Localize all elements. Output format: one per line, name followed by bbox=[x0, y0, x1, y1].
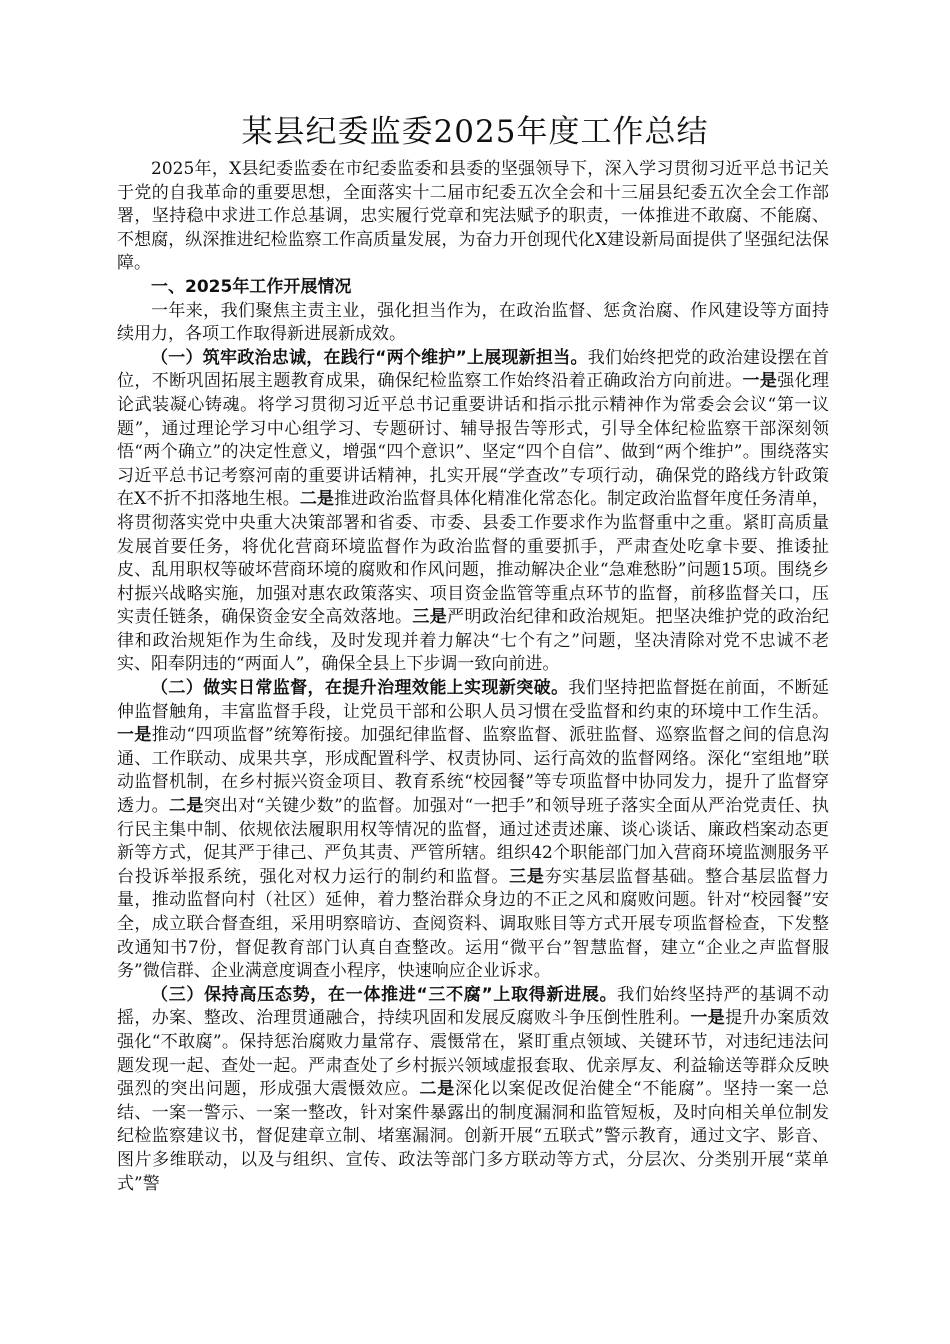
part-3-lead: 我们始终坚持严的基调不动摇，办案、整改、治理贯通融合，持续巩固和发展反腐败斗争压倒性胜利。 bbox=[117, 984, 829, 1029]
part-1-marker-3: 三是 bbox=[412, 607, 448, 628]
document-title: 某县纪委监委2025年度工作总结 bbox=[241, 114, 709, 150]
part-2-lead: 我们坚持把监督挺在前面，不断延伸监督触角，丰富监督手段，让党员干部和公职人员习惯在受监督和约束的环境中工作生活。 bbox=[117, 678, 830, 722]
part-2-marker-1: 一是 bbox=[117, 725, 152, 746]
document-body bbox=[117, 158, 829, 1196]
part-1-heading: （一）筑牢政治忠诚，在践行“两个维护”上展现新担当。 bbox=[151, 347, 588, 368]
part-1-text-1: 强化理论武装凝心铸魂。将学习贯彻习近平总书记重要讲话和指示批示精神作为常委会会议“第一议题”，通过理论学习中心组学习、专题研讨、辅导报告等形式，引导全体纪检监察干部深刻领悟“两个确立”的决定性意义，增强“四个意识”、坚定“四个自信”、做到“两个维护”。围绕落实习近平总书记考察河南的重要讲话精神，扎实开展“学查改”专项行动，确保党的路线方针政策在X不折不扣落地生根。 bbox=[117, 371, 829, 510]
part-1-marker-1: 一是 bbox=[742, 371, 778, 392]
part-3-marker-2: 二是 bbox=[419, 1079, 456, 1100]
section-intro-paragraph: 一年来，我们聚焦主责主业，强化担当作为，在政治监督、惩贪治腐、作风建设等方面持续用力，各项工作取得新进展新成效。 bbox=[117, 300, 829, 345]
part-1-marker-2: 二是 bbox=[299, 489, 335, 510]
part-1-text-2: 推进政治监督具体化精准化常态化。制定政治监督年度任务清单，将贯彻落实党中央重大决策部署和省委、市委、县委工作要求作为监督重中之重。紧盯高质量发展首要任务，将优化营商环境监督作为政治监督的重要抓手，严肃查处吃拿卡要、推诿扯皮、乱用职权等破坏营商环境的腐败和作风问题，推动解决企业“急难愁盼”问题15项。围绕乡村振兴战略实施，加强对惠农政策落实、项目资金监管等重点环节的监督，前移监督关口，压实责任链条，确保资金安全高效落地。 bbox=[117, 489, 830, 628]
part-3-text-1: 提升办案质效强化“不敢腐”。保持惩治腐败力量常存、震慑常在，紧盯重点领域、关键环节，对违纪违法问题发现一起、查处一起。严肃查处了乡村振兴领域虚报套取、优亲厚友、利益输送等群众反映强烈的突出问题，形成强大震慑效应。 bbox=[117, 1008, 829, 1100]
part-1-text-3: 严明政治纪律和政治规矩。把坚决维护党的政治纪律和政治规矩作为生命线，及时发现并着力解决“七个有之”问题，坚决清除对党不忠诚不老实、阳奉阴违的“两面人”，确保全县上下步调一致向前进。 bbox=[117, 607, 829, 675]
part-2-marker-3: 三是 bbox=[509, 866, 545, 887]
part-2-paragraph bbox=[117, 677, 829, 984]
part-1-lead: 我们始终把党的政治建设摆在首位，不断巩固拓展主题教育成果，确保纪检监察工作始终沿着正确政治方向前进。 bbox=[117, 347, 829, 392]
part-2-text-2: 突出对“关键少数”的监督。加强对“一把手”和领导班子落实全面从严治党责任、执行民主集中制、依规依法履职用权等情况的监督，通过述责述廉、谈心谈话、廉政档案动态更新等方式，促其严于律己、严负其责、严管所辖。组织42个职能部门加入营商环境监测服务平台投诉举报系统，强化对权力运行的制约和监督。 bbox=[117, 796, 830, 887]
part-2-text-1: 推动“四项监督”统筹衔接。加强纪律监督、监察监督、派驻监督、巡察监督之间的信息沟通、工作联动、成果共享，形成配置科学、权责协同、运行高效的监督网络。深化“室组地”联动监督机制，在乡村振兴资金项目、教育系统“校园餐”等专项监督中协同发力，提升了监督穿透力。 bbox=[117, 725, 829, 817]
part-3-text-2: 深化以案促改促治健全“不能腐”。坚持一案一总结、一案一警示、一案一整改，针对案件暴露出的制度漏洞和监管短板，及时向相关单位制发纪检监察建议书，督促建章立制、堵塞漏洞。创新开展“五联式”警示教育，通过文字、影音、图片多维联动，以及与组织、宣传、政法等部门多方联动等方式，分层次、分类别开展“菜单式”警 bbox=[117, 1079, 830, 1194]
part-3-marker-1: 一是 bbox=[690, 1008, 726, 1029]
intro-paragraph: 2025年，X县纪委监委在市纪委监委和县委的坚强领导下，深入学习贯彻习近平总书记关于党的自我革命的重要思想，全面落实十二届市纪委五次全会和十三届县纪委五次全会工作部署，坚持稳中求进工作总基调，忠实履行党章和宪法赋予的职责，一体推进不敢腐、不能腐、不想腐，纵深推进纪检监察工作高质量发展，为奋力开创现代化X建设新局面提供了坚强纪法保障。 bbox=[117, 159, 829, 274]
part-2-marker-2: 二是 bbox=[169, 796, 204, 817]
part-1-paragraph bbox=[117, 347, 829, 677]
part-3-paragraph bbox=[117, 984, 829, 1196]
part-3-heading: （三）保持高压态势，在一体推进“三不腐”上取得新进展。 bbox=[151, 984, 618, 1005]
section-heading: 一、2025年工作开展情况 bbox=[151, 276, 352, 297]
part-2-text-3: 夯实基层监督基础。整合基层监督力量，推动监督向村（社区）延伸，着力整治群众身边的不正之风和腐败问题。针对“校园餐”安全，成立联合督查组，采用明察暗访、查阅资料、调取账目等方式开展专项监督检查，下发整改通知书7份，督促教育部门认真自查整改。运用“微平台”智慧监督，建立“企业之声监督服务”微信群、企业满意度调查小程序，快速响应企业诉求。 bbox=[117, 866, 830, 982]
part-2-heading: （二）做实日常监督，在提升治理效能上实现新突破。 bbox=[151, 678, 569, 699]
